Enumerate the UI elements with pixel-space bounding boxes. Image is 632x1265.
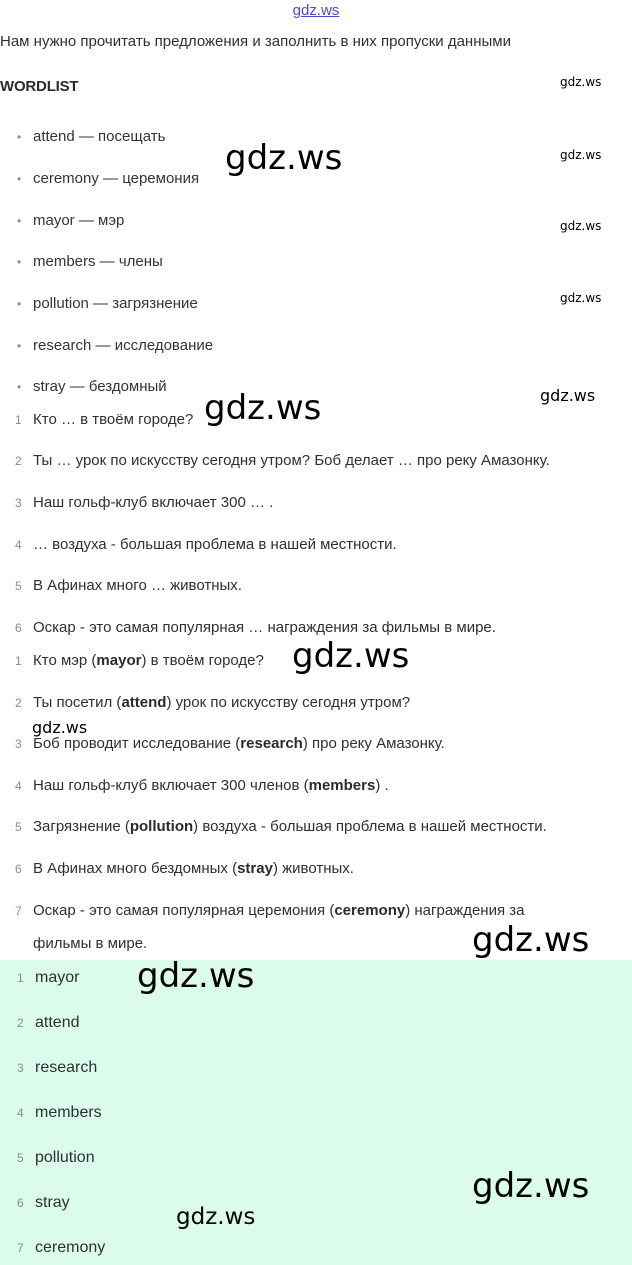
question-row [15, 569, 242, 603]
watermark: gdz.ws [540, 386, 596, 405]
bullet-icon: • [17, 297, 22, 311]
filled-text-before: Ты посетил ( [33, 694, 122, 711]
filled-word: research [240, 735, 303, 752]
wordlist-item [17, 212, 124, 229]
wordlist-item-text: attend — посещать [33, 128, 166, 145]
filled-word: members [308, 777, 376, 794]
filled-text-continuation: фильмы в мире. [33, 935, 148, 952]
filled-text-after: ) про реку Амазонку. [302, 735, 445, 752]
wordlist-item-text: pollution — загрязнение [33, 295, 198, 312]
watermark: gdz.ws [32, 718, 88, 737]
watermark: gdz.ws [560, 291, 602, 305]
answer-number: 7 [17, 1241, 24, 1255]
wordlist-item [17, 337, 213, 354]
watermark: gdz.ws [560, 219, 602, 233]
filled-word: attend [121, 694, 167, 711]
filled-row-continuation [33, 927, 147, 961]
answer-word: research [35, 1059, 98, 1076]
filled-text-after: ) награждения за [405, 902, 525, 919]
question-text: Кто … в твоём городе? [33, 411, 194, 428]
bullet-icon: • [17, 214, 22, 228]
filled-text-before: В Афинах много бездомных ( [33, 860, 238, 877]
filled-text-after: ) животных. [272, 860, 354, 877]
bullet-icon: • [17, 255, 22, 269]
filled-number: 2 [15, 696, 22, 710]
filled-word: pollution [129, 818, 194, 835]
filled-word: ceremony [334, 902, 406, 919]
filled-row [15, 644, 264, 678]
filled-word: stray [237, 860, 273, 877]
bullet-icon: • [17, 130, 22, 144]
filled-row [15, 894, 524, 928]
answer-row [17, 1194, 70, 1212]
answer-row [17, 1014, 79, 1032]
filled-text-after: ) урок по искусству сегодня утром? [166, 694, 411, 711]
question-row [15, 611, 496, 645]
filled-number: 6 [15, 862, 22, 876]
filled-text-before: Загрязнение ( [33, 818, 130, 835]
watermark: gdz.ws [560, 75, 602, 89]
watermark: gdz.ws [560, 148, 602, 162]
filled-word: mayor [96, 652, 142, 669]
watermark: gdz.ws [204, 388, 322, 428]
wordlist-item-text: stray — бездомный [33, 378, 167, 395]
filled-row [15, 769, 389, 803]
filled-text-after: ) . [375, 777, 389, 794]
answer-row [17, 1104, 102, 1122]
answer-number: 4 [17, 1106, 24, 1120]
wordlist-item [17, 170, 199, 187]
answer-word: ceremony [35, 1239, 106, 1256]
wordlist-item [17, 295, 198, 312]
filled-row [15, 852, 354, 886]
wordlist-item-text: members — члены [33, 253, 163, 270]
watermark: gdz.ws [472, 1166, 590, 1206]
filled-number: 4 [15, 779, 22, 793]
answer-word: pollution [35, 1149, 95, 1166]
filled-text-before: Оскар - это самая популярная церемония ( [33, 902, 335, 919]
answer-row [17, 969, 79, 987]
bullet-icon: • [17, 172, 22, 186]
question-text: Оскар - это самая популярная … награждения за фильмы в мире. [33, 619, 496, 636]
filled-number: 7 [15, 904, 22, 918]
question-number: 4 [15, 538, 22, 552]
filled-row [15, 686, 410, 720]
bullet-icon: • [17, 380, 22, 394]
filled-number: 5 [15, 820, 22, 834]
filled-number: 1 [15, 654, 22, 668]
question-text: В Афинах много … животных. [33, 577, 242, 594]
answer-word: mayor [35, 969, 80, 986]
question-number: 5 [15, 579, 22, 593]
filled-text-before: Наш гольф-клуб включает 300 членов ( [33, 777, 309, 794]
filled-text-before: Кто мэр ( [33, 652, 97, 669]
filled-row [15, 810, 547, 844]
question-row [15, 403, 193, 437]
answer-row [17, 1239, 105, 1257]
filled-text-after: ) воздуха - большая проблема в нашей местности. [193, 818, 547, 835]
answer-word: stray [35, 1194, 70, 1211]
question-row [15, 528, 397, 562]
wordlist-title: WORDLIST [0, 78, 79, 95]
answers-panel [0, 960, 632, 1265]
bullet-icon: • [17, 339, 22, 353]
filled-text-before: Боб проводит исследование ( [33, 735, 241, 752]
question-text: Ты … урок по искусству сегодня утром? Боб делает … про реку Амазонку. [33, 452, 550, 469]
question-text: … воздуха - большая проблема в нашей местности. [33, 536, 397, 553]
question-row [15, 486, 273, 520]
question-number: 6 [15, 621, 22, 635]
question-number: 1 [15, 413, 22, 427]
watermark: gdz.ws [176, 1204, 256, 1230]
filled-text-after: ) в твоём городе? [141, 652, 264, 669]
question-text: Наш гольф-клуб включает 300 … . [33, 494, 274, 511]
watermark: gdz.ws [137, 956, 255, 996]
answer-word: attend [35, 1014, 80, 1031]
wordlist-item [17, 128, 165, 145]
question-number: 3 [15, 496, 22, 510]
question-number: 2 [15, 454, 22, 468]
answer-number: 6 [17, 1196, 24, 1210]
watermark: gdz.ws [472, 920, 590, 960]
answer-row [17, 1059, 97, 1077]
watermark: gdz.ws [292, 636, 410, 676]
answer-word: members [35, 1104, 102, 1121]
site-link[interactable]: gdz.ws [292, 2, 340, 19]
intro-text: Нам нужно прочитать предложения и заполнить в них пропуски данными [0, 33, 511, 50]
watermark: gdz.ws [225, 138, 343, 178]
wordlist-item [17, 253, 163, 270]
answer-number: 1 [17, 971, 24, 985]
filled-number: 3 [15, 737, 22, 751]
answer-number: 2 [17, 1016, 24, 1030]
answer-number: 5 [17, 1151, 24, 1165]
answer-row [17, 1149, 95, 1167]
wordlist-item-text: ceremony — церемония [33, 170, 200, 187]
question-row [15, 444, 550, 478]
wordlist-item-text: research — исследование [33, 337, 214, 354]
answer-number: 3 [17, 1061, 24, 1075]
wordlist-item-text: mayor — мэр [33, 212, 125, 229]
wordlist-item [17, 378, 167, 395]
